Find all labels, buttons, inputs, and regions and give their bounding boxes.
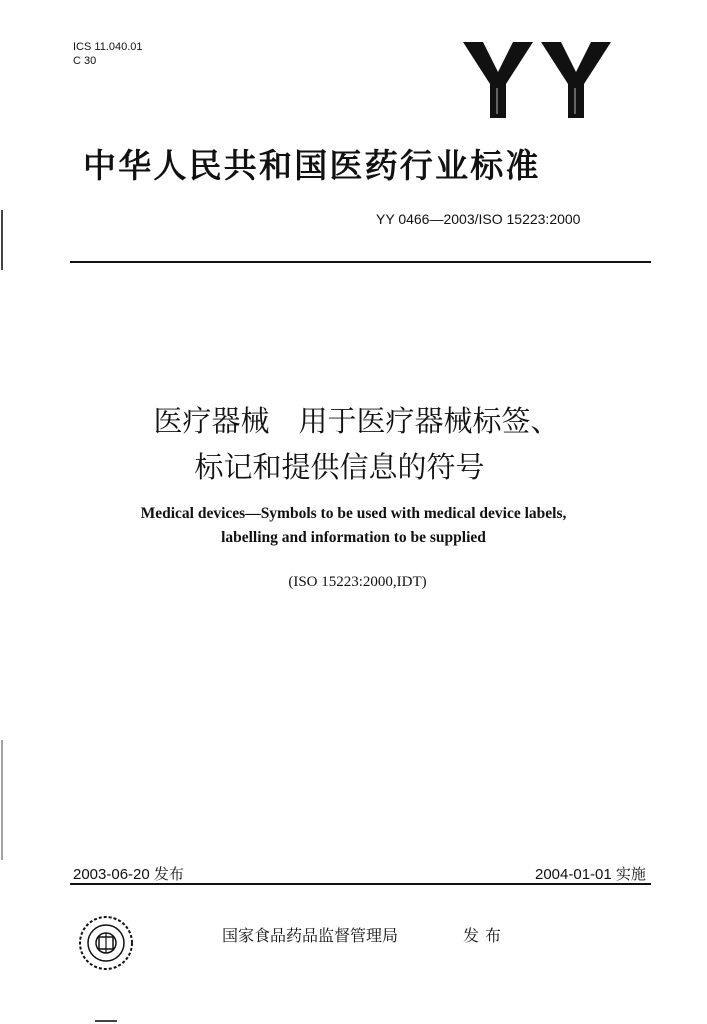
publisher-seal (76, 913, 136, 973)
publisher-name: 国家食品药品监督管理局 (222, 926, 399, 945)
implement-date: 2004-01-01 实施 (535, 866, 646, 883)
english-title-line-1: Medical devices—Symbols to be used with medical device labels, (140, 505, 567, 522)
standard-number: YY 0466—2003/ISO 15223:2000 (376, 211, 581, 227)
chinese-title-line-1: 医疗器械 用于医疗器械标签、 (153, 404, 560, 438)
yy-logo (463, 42, 611, 118)
english-title-line-2: labelling and information to be supplied (221, 529, 486, 546)
ics-code: ICS 11.040.01 (73, 41, 143, 53)
english-title (0, 502, 707, 550)
publish-date: 2003-06-20 发布 (73, 866, 184, 883)
footer-divider (70, 883, 651, 885)
iso-equivalence: (ISO 15223:2000,IDT) (288, 574, 427, 590)
issuing-organization: 中华人民共和国医药行业标准 (83, 146, 541, 185)
ccs-code: C 30 (73, 55, 97, 67)
chinese-title (0, 398, 707, 490)
chinese-title-line-2: 标记和提供信息的符号 (194, 450, 485, 484)
scan-mark (1, 740, 3, 860)
scan-mark (95, 1020, 117, 1022)
scan-mark (1, 210, 3, 270)
issue-label: 发布 (463, 926, 508, 945)
classification-codes (73, 40, 143, 68)
header-divider (70, 261, 651, 263)
